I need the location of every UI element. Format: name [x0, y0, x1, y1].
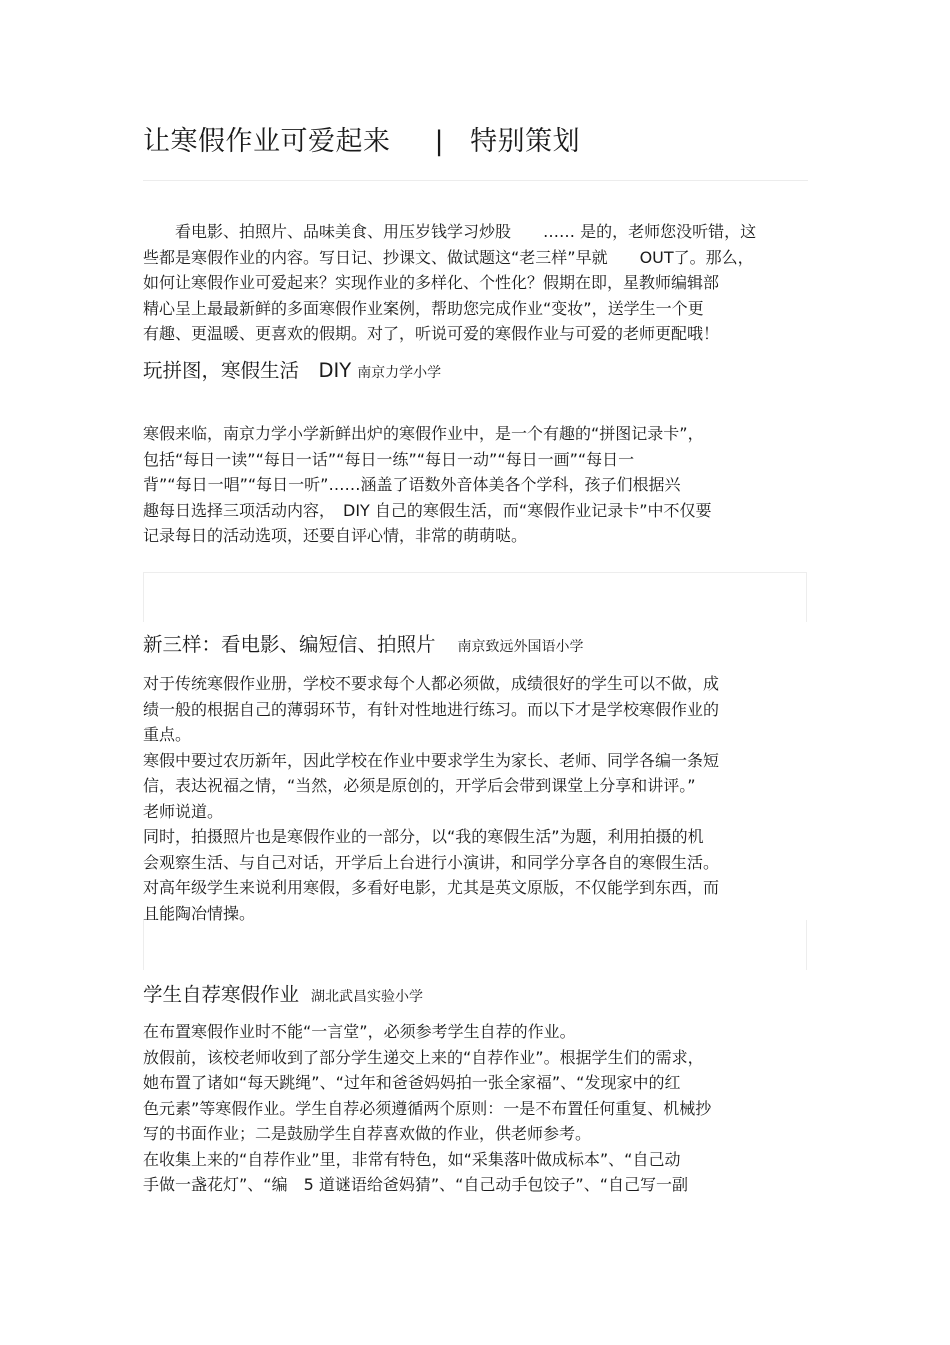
section-2-heading	[143, 630, 584, 662]
body-line: 同时，拍摄照片也是寒假作业的一部分，以“我的寒假生活”为题，利用拍摄的机	[143, 827, 704, 846]
body-line: 信，表达祝福之情，“当然，必须是原创的，开学后会带到课堂上分享和讲评。”	[143, 776, 696, 795]
body-line: 绩一般的根据自己的薄弱环节，有针对性地进行练习。而以下才是学校寒假作业的	[143, 699, 720, 719]
body-line: 老师说道。	[143, 801, 224, 821]
section-school-name: 南京致远外国语小学	[457, 639, 584, 655]
image-placeholder-2	[143, 920, 807, 970]
body-line: 趣每日选择三项活动内容， DIY 自己的寒假生活，而“寒假作业记录卡”中不仅要	[143, 500, 712, 520]
section-1-body	[143, 421, 711, 549]
section-school-name: 南京力学小学	[357, 365, 442, 381]
body-line: 在布置寒假作业时不能“一言堂”，必须参考学生自荐的作业。	[143, 1022, 576, 1041]
section-heading-text: 新三样：看电影、编短信、拍照片	[143, 633, 436, 656]
body-line: 放假前，该校老师收到了部分学生递交上来的“自荐作业”。根据学生们的需求，	[143, 1047, 704, 1067]
intro-paragraph	[143, 219, 756, 347]
body-line: 在收集上来的“自荐作业”里，非常有特色，如“采集落叶做成标本”、“自己动	[143, 1149, 681, 1169]
body-line: 对于传统寒假作业册，学校不要求每个人都必须做，成绩很好的学生可以不做，成	[143, 674, 720, 693]
section-1-heading	[143, 356, 441, 388]
body-line: 背”“每日一唱”“每日一听”……涵盖了语数外音体美各个学科，孩子们根据兴	[143, 475, 681, 494]
section-3-body	[143, 1019, 711, 1198]
image-placeholder-1	[143, 572, 807, 622]
intro-line: 精心呈上最最新鲜的多面寒假作业案例，帮助您完成作业“变妆”，送学生一个更	[143, 298, 704, 318]
intro-line: 有趣、更温暖、更喜欢的假期。对了，听说可爱的寒假作业与可爱的老师更配哦！	[143, 324, 720, 343]
title-sub: 特别策划	[470, 126, 581, 157]
section-heading-text: 玩拼图，寒假生活 DIY	[143, 359, 352, 382]
body-line: 她布置了诸如“每天跳绳”、“过年和爸爸妈妈拍一张全家福”、“发现家中的红	[143, 1073, 681, 1092]
body-line: 写的书面作业；二是鼓励学生自荐喜欢做的作业，供老师参考。	[143, 1124, 592, 1143]
intro-line: 如何让寒假作业可爱起来？实现作业的多样化、个性化？假期在即，星教师编辑部	[143, 273, 720, 292]
body-line: 对高年级学生来说利用寒假，多看好电影，尤其是英文原版，不仅能学到东西，而	[143, 878, 720, 897]
body-line: 且能陶冶情操。	[143, 903, 256, 923]
section-3-heading	[143, 980, 423, 1012]
body-line: 会观察生活、与自己对话，开学后上台进行小演讲，和同学分享各自的寒假生活。	[143, 852, 720, 872]
body-line: 色元素”等寒假作业。学生自荐必须遵循两个原则：一是不布置任何重复、机械抄	[143, 1098, 712, 1118]
body-line: 寒假中要过农历新年，因此学校在作业中要求学生为家长、老师、同学各编一条短	[143, 750, 720, 770]
section-school-name: 湖北武昌实验小学	[311, 989, 424, 1005]
title-main: 让寒假作业可爱起来	[143, 126, 391, 157]
intro-line: 看电影、拍照片、品味美食、用压岁钱学习炒股 …… 是的，老师您没听错，这	[143, 222, 757, 241]
body-line: 重点。	[143, 725, 192, 744]
body-line: 包括“每日一读”“每日一话”“每日一练”“每日一动”“每日一画”“每日一	[143, 449, 635, 469]
title-divider	[143, 180, 808, 181]
body-line: 记录每日的活动选项，还要自评心情，非常的萌萌哒。	[143, 526, 528, 545]
article-title	[143, 122, 580, 162]
title-separator: |	[434, 126, 445, 157]
section-heading-text: 学生自荐寒假作业	[143, 983, 300, 1006]
body-line: 手做一盏花灯”、“编 5 道谜语给爸妈猜”、“自己动手包饺子”、“自己写一副	[143, 1175, 689, 1194]
intro-line: 些都是寒假作业的内容。写日记、抄课文、做试题这“老三样”早就 OUT了。那么，	[143, 247, 754, 267]
body-line: 寒假来临，南京力学小学新鲜出炉的寒假作业中，是一个有趣的“拼图记录卡”，	[143, 424, 704, 443]
section-2-body	[143, 671, 719, 926]
